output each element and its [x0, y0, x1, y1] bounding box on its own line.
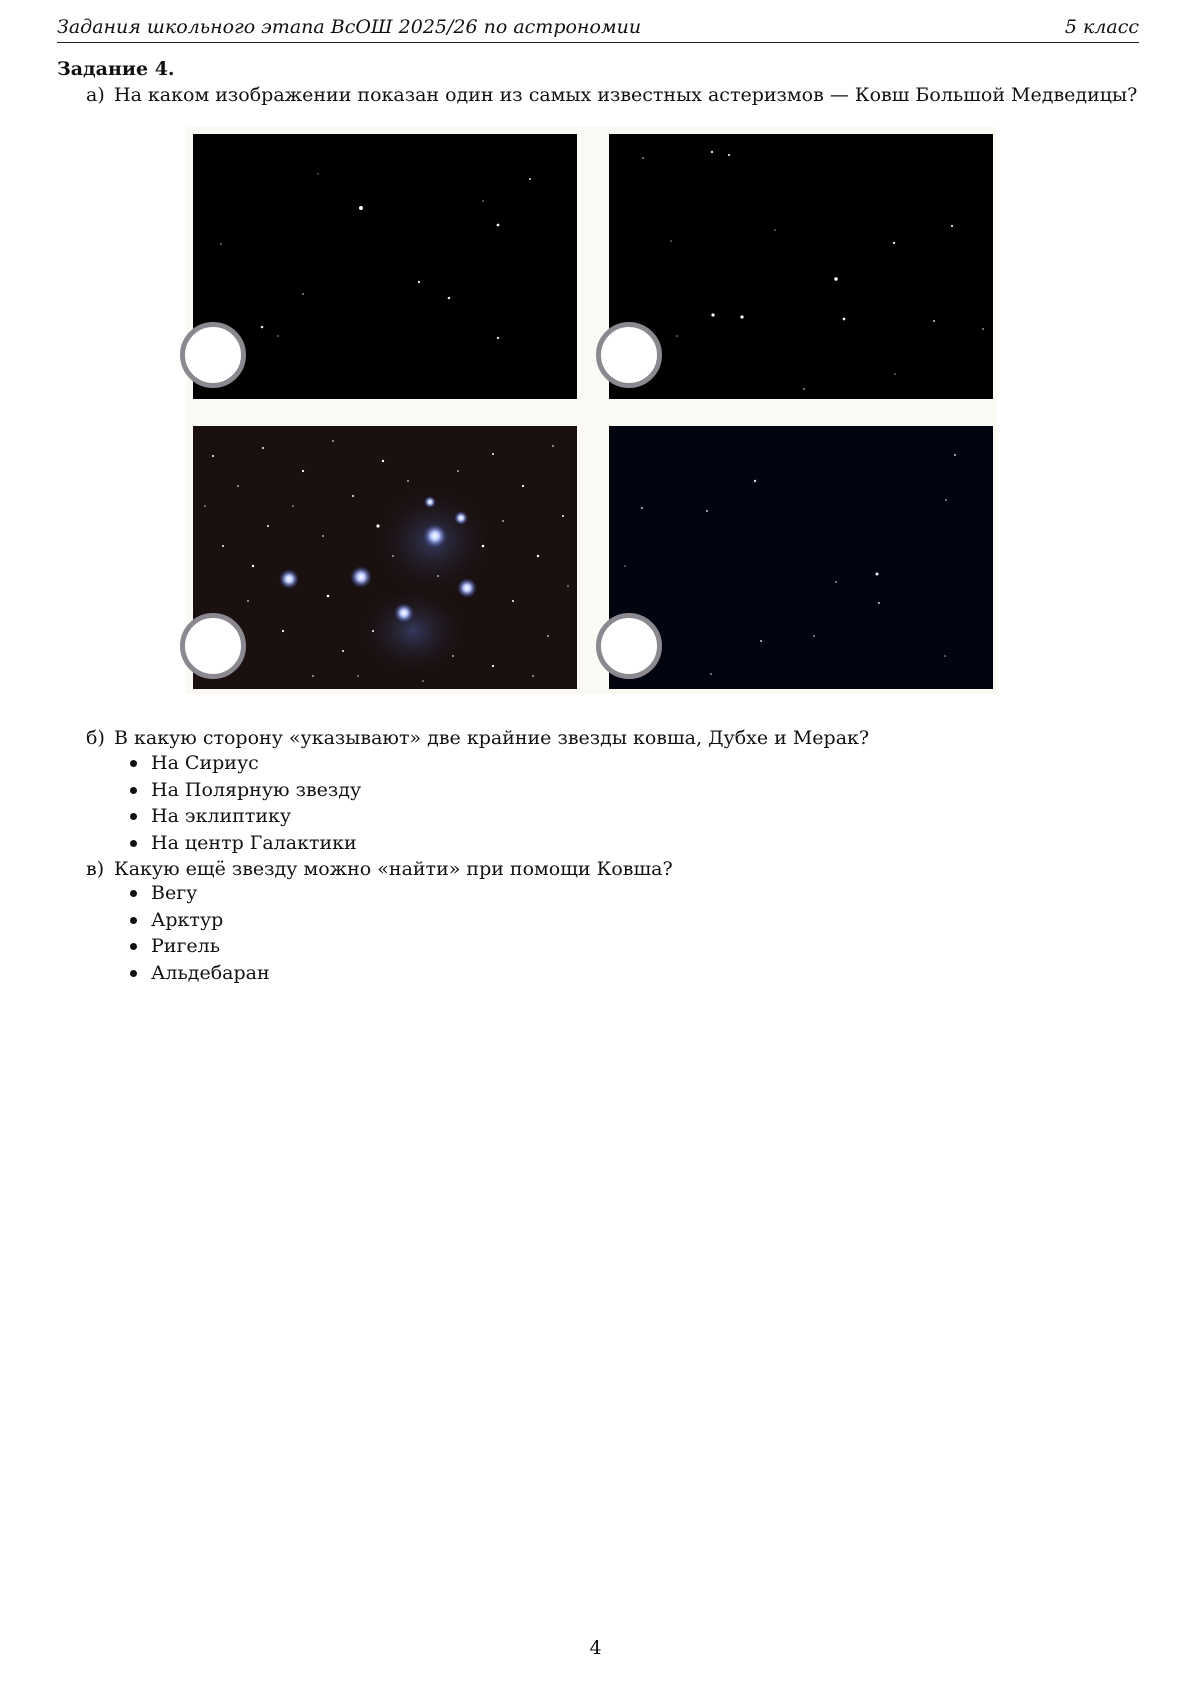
- choice-radio-1[interactable]: [180, 322, 246, 388]
- star-field-2: [609, 134, 993, 399]
- star-field-4: [609, 426, 993, 689]
- star-field-3: [193, 426, 577, 689]
- question-b-options: [130, 750, 361, 856]
- question-c-label: в): [86, 858, 105, 880]
- choice-radio-3[interactable]: [180, 613, 246, 679]
- option-item[interactable]: Вегу: [130, 880, 270, 907]
- option-item[interactable]: На центр Галактики: [130, 830, 361, 857]
- question-c-options: [130, 880, 270, 986]
- star-field-1: [193, 134, 577, 399]
- question-a: [86, 84, 1137, 106]
- question-c-text: Какую ещё звезду можно «найти» при помощи Ковша?: [114, 858, 673, 880]
- image-choice-grid: [186, 127, 997, 694]
- header-title: Задания школьного этапа ВсОШ 2025/26 по астрономии: [57, 16, 642, 38]
- option-item[interactable]: На Сириус: [130, 750, 361, 777]
- option-item[interactable]: Арктур: [130, 907, 270, 934]
- page-header: [57, 14, 1139, 43]
- question-b-label: б): [86, 727, 105, 749]
- option-item[interactable]: Альдебаран: [130, 960, 270, 987]
- sky-image-4: [609, 426, 993, 689]
- question-b: [86, 727, 869, 749]
- option-item[interactable]: На эклиптику: [130, 803, 361, 830]
- choice-radio-4[interactable]: [596, 613, 662, 679]
- question-c: [86, 858, 673, 880]
- page-number: 4: [589, 1637, 602, 1659]
- header-grade: 5 класс: [1064, 16, 1139, 38]
- question-a-label: а): [86, 84, 105, 106]
- option-item[interactable]: Ригель: [130, 933, 270, 960]
- sky-image-1: [193, 134, 577, 399]
- option-item[interactable]: На Полярную звезду: [130, 777, 361, 804]
- choice-radio-2[interactable]: [596, 322, 662, 388]
- question-a-text: На каком изображении показан один из самых известных астеризмов — Ковш Большой Медведицы?: [114, 84, 1138, 106]
- task-title: Задание 4.: [57, 58, 175, 80]
- sky-image-3: [193, 426, 577, 689]
- sky-image-2: [609, 134, 993, 399]
- question-b-text: В какую сторону «указывают» две крайние звезды ковша, Дубхе и Мерак?: [114, 727, 870, 749]
